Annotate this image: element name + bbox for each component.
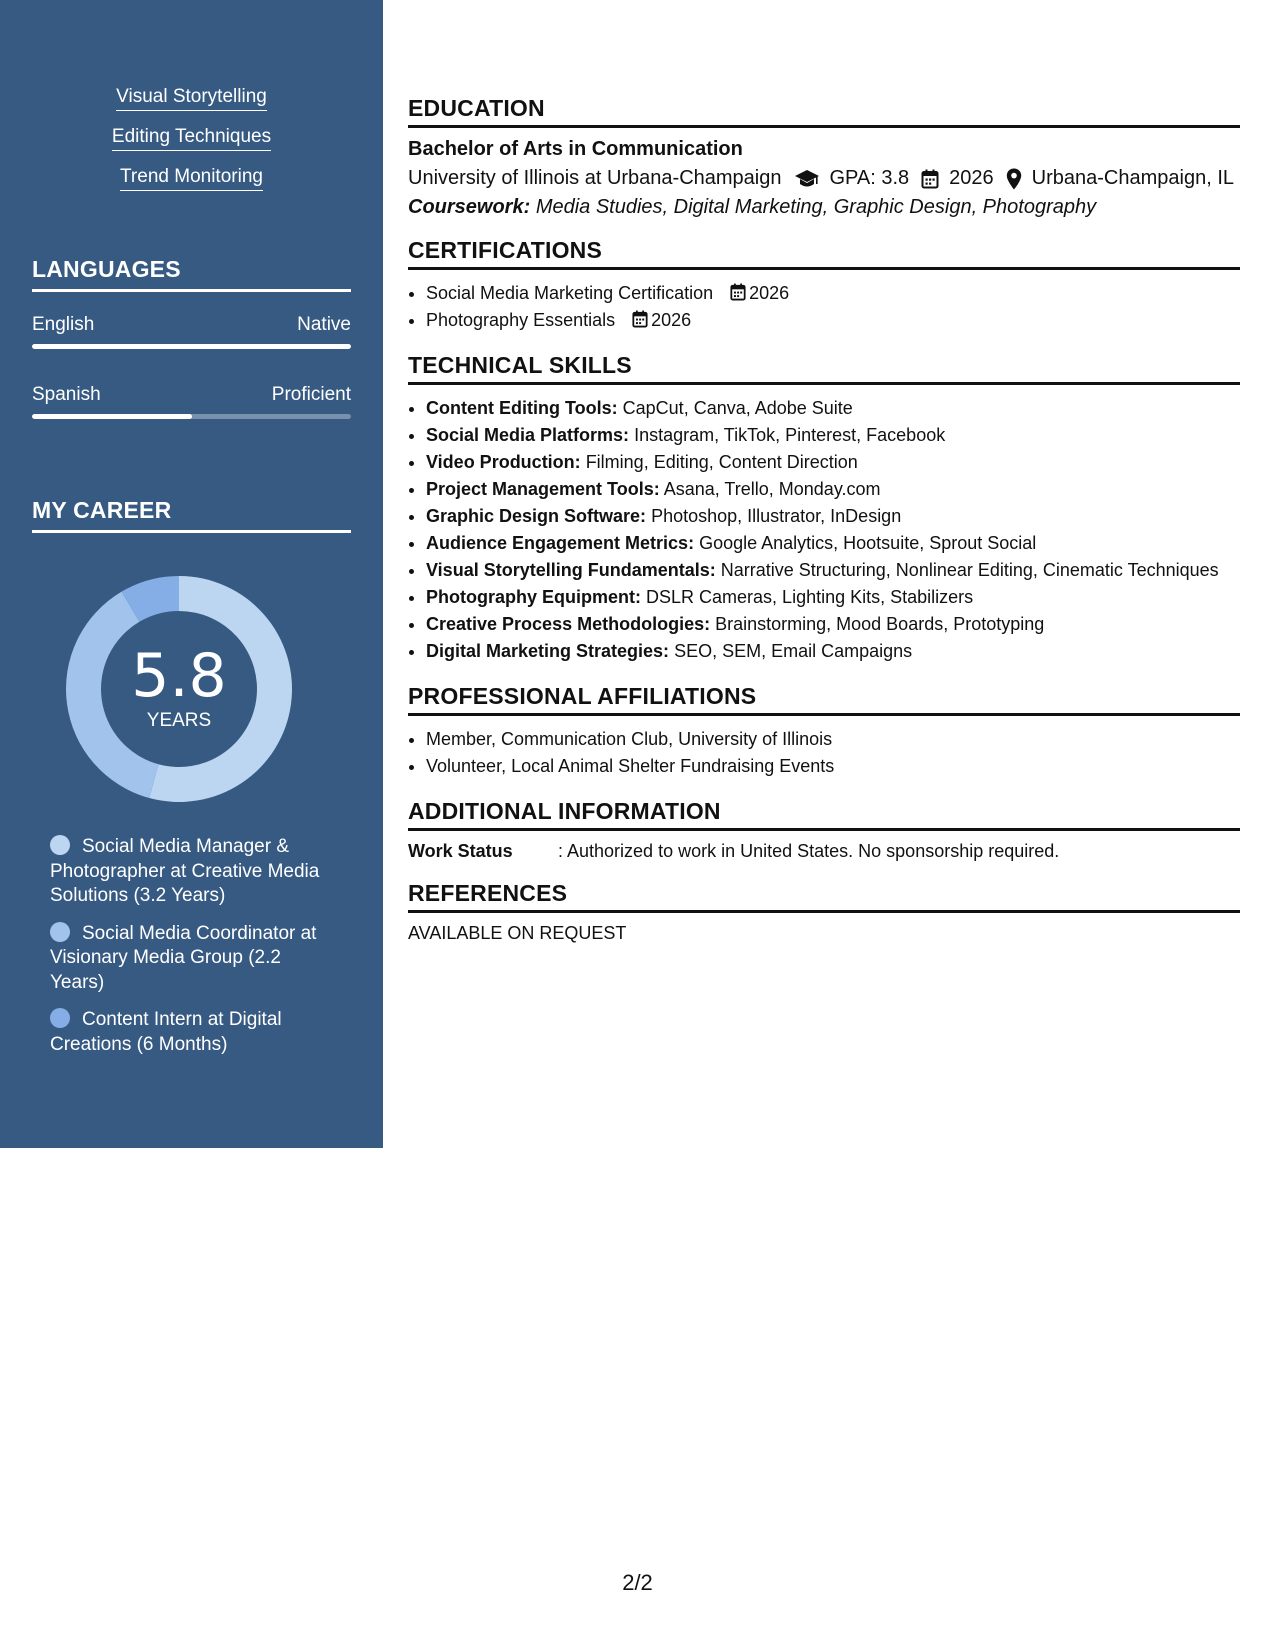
career-dot-icon [50,1008,70,1028]
education-section [408,95,1240,219]
skill-value: Google Analytics, Hootsuite, Sprout Social [699,533,1037,553]
list-item [426,449,1240,476]
section-title: ADDITIONAL INFORMATION [408,798,1240,831]
skill-label: Content Editing Tools: [426,398,618,418]
skill-label: Video Production: [426,452,581,472]
coursework [408,196,1240,219]
skill-value: SEO, SEM, Email Campaigns [674,641,913,661]
additional-info-section [408,798,1240,862]
skill-value: Brainstorming, Mood Boards, Prototyping [715,614,1045,634]
section-title: CERTIFICATIONS [408,237,1240,270]
career-total-value: 5.8 [131,641,227,711]
calendar-icon [921,169,939,189]
list-item [426,611,1240,638]
career-item-text: Social Media Manager & Photographer at Creative Media Solutions (3.2 Years) [50,836,320,906]
certification-name: Social Media Marketing Certification [426,283,714,303]
list-item [426,530,1240,557]
career-title: MY CAREER [32,497,351,533]
skill-value: CapCut, Canva, Adobe Suite [622,398,853,418]
skill-link[interactable]: Visual Storytelling [116,86,267,111]
skill-link[interactable]: Editing Techniques [112,126,271,151]
list-item [426,557,1240,584]
skill-label: Visual Storytelling Fundamentals: [426,560,716,580]
certification-name: Photography Essentials [426,310,616,330]
graduation-year: 2026 [949,167,994,189]
skill-label: Project Management Tools: [426,479,660,499]
language-row [32,384,351,406]
affiliations-list [408,726,1240,780]
languages-title: LANGUAGES [32,256,351,292]
technical-skills-section [408,352,1240,665]
list-item: • Member, Communication Club, University of Illinois [426,726,1240,753]
skill-link[interactable]: Trend Monitoring [120,166,263,191]
map-pin-icon [1006,168,1022,190]
certifications-list [408,280,1240,334]
list-item [426,307,1240,334]
career-item-text: Content Intern at Digital Creations (6 Months) [50,1009,282,1055]
career-item [50,922,340,996]
language-name: Spanish [32,384,101,405]
certification-year: 2026 [651,310,692,330]
skill-label: Creative Process Methodologies: [426,614,711,634]
career-item [50,1008,340,1057]
section-title: TECHNICAL SKILLS [408,352,1240,385]
section-title: REFERENCES [408,880,1240,913]
list-item [426,422,1240,449]
skill-value: Instagram, TikTok, Pinterest, Facebook [634,425,946,445]
page-number: 2/2 [622,1570,653,1595]
language-row [32,314,351,336]
list-item: • Volunteer, Local Animal Shelter Fundraising Events [426,753,1240,780]
graduation-cap-icon [794,169,820,189]
skill-value: Narrative Structuring, Nonlinear Editing, Cinematic Techniques [720,560,1219,580]
affiliations-section [408,683,1240,780]
skill-label: Photography Equipment: [426,587,641,607]
list-item [426,395,1240,422]
coursework-list: Media Studies, Digital Marketing, Graphic Design, Photography [535,196,1097,218]
education-location: Urbana-Champaign, IL [1031,167,1235,189]
skills-list [0,86,383,206]
certifications-section [408,237,1240,334]
list-item [426,584,1240,611]
school-name: University of Illinois at Urbana-Champaign [408,167,782,189]
calendar-icon [632,310,648,328]
language-bar-fill [32,414,192,419]
skill-value: Asana, Trello, Monday.com [663,479,881,499]
skill-label: Social Media Platforms: [426,425,630,445]
certification-year: 2026 [749,283,790,303]
list-item [426,503,1240,530]
work-status-row [408,841,1240,862]
skill-label: Audience Engagement Metrics: [426,533,695,553]
coursework-label: Coursework: [408,196,531,218]
list-item [426,638,1240,665]
career-list [50,835,340,1070]
career-dot-icon [50,922,70,942]
career-donut-label [64,574,294,804]
section-title: EDUCATION [408,95,1240,128]
language-name: English [32,314,95,335]
section-title: PROFESSIONAL AFFILIATIONS [408,683,1240,716]
skill-label: Graphic Design Software: [426,506,647,526]
work-status-value: : Authorized to work in United States. No sponsorship required. [558,841,1060,861]
gpa: GPA: 3.8 [829,167,910,189]
language-bar [32,414,351,419]
language-bar-fill [32,344,351,349]
skill-value: Photoshop, Illustrator, InDesign [651,506,902,526]
references-text: AVAILABLE ON REQUEST [408,923,627,943]
career-total-unit: YEARS [146,710,212,731]
career-donut [64,574,294,804]
degree: Bachelor of Arts in Communication [408,138,743,160]
work-status-label: Work Status [408,841,513,861]
language-bar [32,344,351,349]
career-item [50,835,340,909]
skill-label: Digital Marketing Strategies: [426,641,670,661]
list-item [426,280,1240,307]
education-details [408,167,1240,190]
main-content [408,95,1240,962]
calendar-icon [730,283,746,301]
skill-value: DSLR Cameras, Lighting Kits, Stabilizers [646,587,974,607]
technical-skills-list [408,395,1240,665]
language-level: Proficient [271,384,351,405]
references-section [408,880,1240,944]
sidebar [0,0,383,1148]
career-item-text: Social Media Coordinator at Visionary Media Group (2.2 Years) [50,922,317,993]
career-dot-icon [50,835,70,855]
list-item [426,476,1240,503]
language-level: Native [297,314,351,335]
skill-value: Filming, Editing, Content Direction [585,452,858,472]
